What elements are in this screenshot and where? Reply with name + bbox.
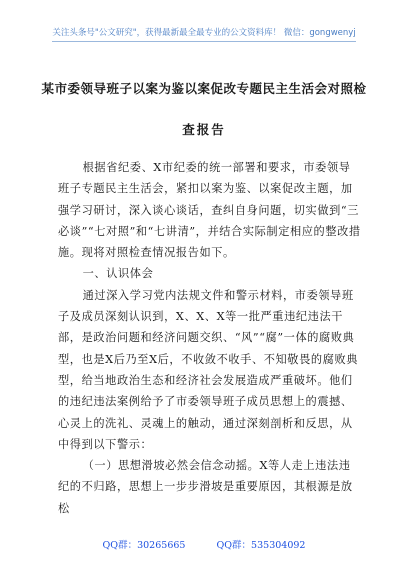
paragraph-understanding: 通过深入学习党内法规文件和警示材料，市委领导班子及成员深刻认识到，X、X、X等一批严重违纪违法干部，是政治问题和经济问题交织、“风”“腐”一体的腐败典型，也是X后乃至X后，不收敛不收手、不知敬畏的腐败典型，给当地政治生态和经济社会发展造成严重破坏。他们的违纪违法案例给予了市委领导班子成员思想上的震撼、心灵上的洗礼、灵魂上的触动，通过深刻剖析和反思，从中得到以下警示：: [58, 288, 359, 451]
paragraph-point-1: （一）思想滑坡必然会信念动摇。X等人走上违法违纪的不归路，思想上一步步滑坡是重要原因，其根源是放松: [58, 459, 353, 515]
paragraph-intro: 根据省纪委、X市纪委的统一部署和要求，市委领导班子专题民主生活会，紧扣以案为鉴、以案促改主题，加强学习研讨，深入谈心谈话，查纠自身问题，切实做到“三必谈”“七对照”和“七讲清”，并结合实际制定相应的整改措施。现将对照检查情况报告如下。: [58, 161, 361, 260]
document-body: [58, 157, 362, 519]
footer: [0, 537, 408, 551]
document-title-line1: 某市委领导班子以案为鉴以案促改专题民主生活会对照检: [41, 81, 367, 96]
footer-qq-group-1: QQ群：30265665: [102, 540, 186, 551]
section-heading-1: 一、认识体会: [82, 267, 154, 281]
header-divider: [52, 41, 356, 42]
document-title-line2: 查报告: [182, 122, 226, 137]
footer-qq-group-2: QQ群：535304092: [216, 540, 306, 551]
header-note: 关注头条号"公文研究"，获得最新最全最专业的公文资料库！ 微信：gongwenyj: [52, 28, 356, 38]
